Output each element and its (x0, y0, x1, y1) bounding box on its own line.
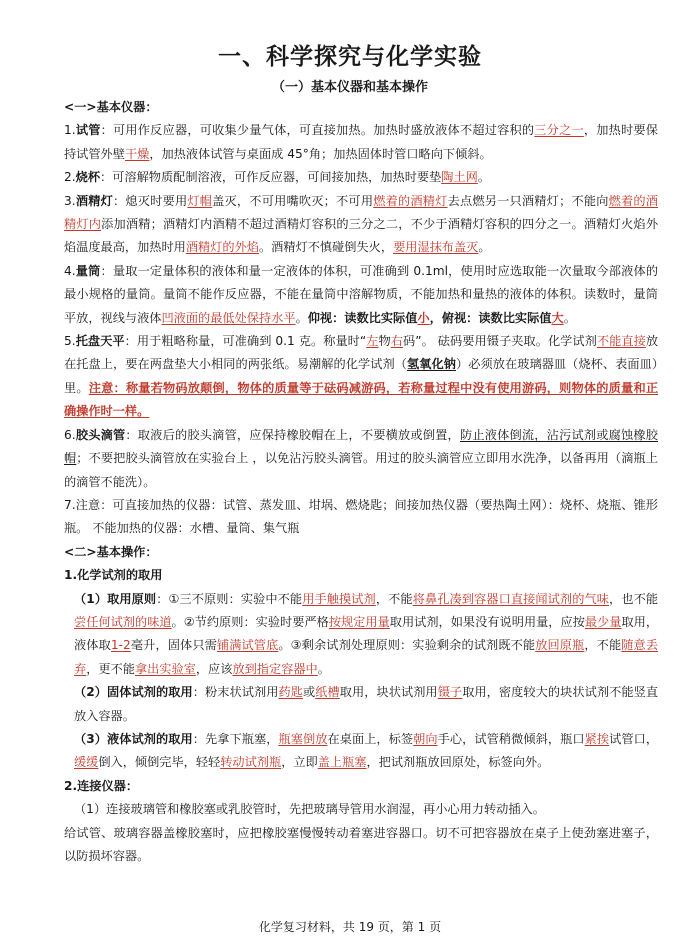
section-header-instruments: <一>基本仪器： (64, 100, 158, 114)
item-heating-notes: 7.注意：可直接加热的仪器：试管、蒸发皿、坩埚、燃烧匙；间接加热仪器（要热陶土网）：烧杯、烧瓶、锥形瓶。 不能加热的仪器：水槽、量筒、集气瓶 (64, 497, 658, 536)
rule-stoppers: 给试管、玻璃容器盖橡胶塞时，应把橡胶塞慢慢转动着塞进容器口。切不可把容器放在桌子上使劲塞进塞子，以防损坏容器。 (64, 825, 658, 863)
item-alcohol-lamp: 3.酒精灯：熄灭时要用灯帽盖灭，不可用嘴吹灭；不可用燃着的酒精灯去点燃另一只酒精灯；不能向燃着的酒精灯内添加酒精；酒精灯内酒精不超过酒精灯容积的三分之二，不少于酒精灯容积的四分之一。酒精灯火焰外焰温度最高，加热时用酒精灯的外焰。酒精灯不慎碰倒失火，要用湿抹布盖灭。 (64, 193, 659, 255)
section-header-operations: <二>基本操作： (64, 544, 158, 559)
page-title: 一、科学探究与化学实验 (218, 44, 482, 70)
item-graduated-cylinder: 4.量筒：量取一定量体积的液体和量一定液体的体积，可准确到 0.1ml，使用时应选取能一次量取今部液体的最小规格的量筒。量筒不能作反应器，不能在量筒中溶解物质，不能加热和量热的液体的体积。读数时，量筒平放，视线与液体凹液面的最低处保持水平。仰视：读数比实际值小，俯视：读数比实际值大。 (64, 263, 659, 325)
page-footer: 化学复习材料，共 19 页，第 1 页 (258, 920, 442, 934)
subsection-connecting: 2.连接仪器： (64, 778, 139, 793)
page-subtitle: （一）基本仪器和基本操作 (271, 80, 428, 95)
rule-connect-tubes: （1）连接玻璃管和橡胶塞或乳胶管时，先把玻璃导管用水润湿，再小心用力转动插入。 (74, 802, 545, 817)
item-test-tube: 1.试管：可用作反应器，可收集少量气体，可直接加热。加热时盛放液体不超过容积的三分之一，加热时要保持试管外壁干燥，加热液体试管与桌面成 45°角；加热固体时管口略向下倾斜。 (64, 123, 658, 161)
item-beaker: 2.烧杯：可溶解物质配制溶液，可作反应器，可间接加热，加热时要垫陶土网。 (64, 170, 491, 185)
subsection-reagent-taking: 1.化学试剂的取用 (64, 568, 163, 583)
rule-solid-reagents: （2）固体试剂的取用：粉末状试剂用药匙或纸槽取用，块状试剂用镊子取用，密度较大的块状试剂不能竖直放入容器。 (74, 685, 659, 723)
item-balance: 5.托盘天平：用于粗略称量，可准确到 0.1 克。称量时“左物右码”。 砝码要用镊子夹取。化学试剂不能直接放在托盘上，要在两盘垫大小相同的两张纸。易潮解的化学试剂（氢氧化钠）必须放在玻璃器皿（烧杯、表面皿）里。注意：称量若物码放颠倒，物体的质量等于砝码减游码，若称量过程中没有使用游码，则物体的质量和正确操作时一样。 (64, 334, 659, 419)
rule-taking-principles: （1）取用原则：①三不原则：实验中不能用手触摸试剂，不能将鼻孔凑到容器口直接闻试剂的气味，也不能尝任何试剂的味道。②节约原则：实验时要严格按规定用量取用试剂，如果没有说明用量，应按最少量取用，液体取1-2毫升，固体只需铺满试管底。③剩余试剂处理原则：实验剩余的试剂既不能放回原瓶，不能随意丢弃，更不能拿出实验室，应该放到指定容器中。 (74, 591, 659, 676)
document-body (64, 96, 658, 868)
item-dropper: 6.胶头滴管：取液后的胶头滴管，应保持橡胶帽在上，不要横放或倒置，防止液体倒流，沾污试剂或腐蚀橡胶帽；不要把胶头滴管放在实验台上 ，以免沾污胶头滴管。用过的胶头滴管应立即用水洗净，以备再用（滴瓶上的滴管不能洗）。 (64, 427, 659, 489)
rule-liquid-reagents: （3）液体试剂的取用：先拿下瓶塞，瓶塞倒放在桌面上，标签朝向手心，试管稍微倾斜，瓶口紧挨试管口，缓缓倒入，倾倒完毕，轻轻转动试剂瓶，立即盖上瓶塞，把试剂瓶放回原处，标签向外。 (74, 731, 659, 770)
